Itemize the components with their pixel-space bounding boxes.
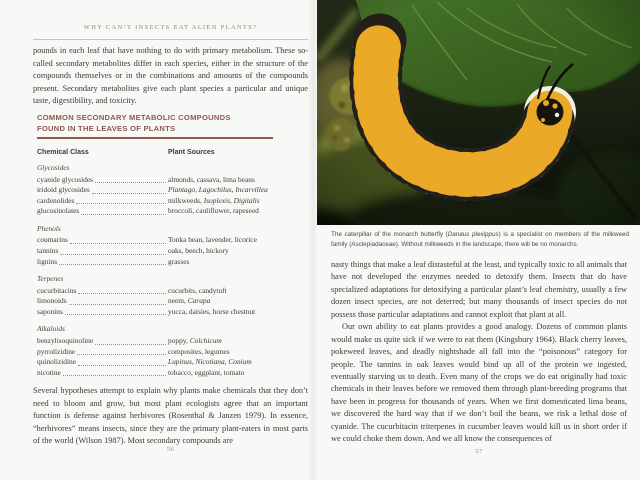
caption-species-name: Danaus plexippus [447,231,499,238]
caterpillar-photo-illustration [317,0,640,225]
dotted-leader [60,253,166,255]
chemical-class-cell: tannins [37,245,59,255]
table-row [37,357,277,368]
table-row [37,286,277,297]
table-title-line1: COMMON SECONDARY METABOLIC COMPOUNDS [37,113,231,122]
plant-sources-cell: cucurbits, candytuft [168,285,227,295]
table-row [37,257,277,268]
table-row [37,196,277,207]
plant-sources-cell: almonds, cassava, lima beans [168,174,255,184]
left-page-number: 56 [166,446,175,453]
compound-table-section [37,112,277,378]
table-row [37,307,277,318]
plant-sources-cell: poppy, Colchicum [168,335,222,345]
table-group-label: Terpenes [37,274,64,284]
column-header-chemical-class: Chemical Class [37,149,89,156]
plant-sources-cell: Plantago, Lagochilus, Incarvillea [168,185,268,195]
dotted-leader [81,213,166,215]
dotted-leader [63,374,166,376]
dotted-leader [69,303,166,305]
dotted-leader [78,364,166,366]
table-group-label: Glycosides [37,163,70,172]
dotted-leader [78,292,166,294]
right-page-body [331,259,627,446]
right-paragraph-2: Our own ability to eat plants provides a good analogy. Dozens of common plants would make us quite sick if we were to eat them (Kingsbury 1964). Black cherry leaves, pokeweed leaves, and deadly nightshade all fall into the “poisonous” category for people. The tannins in oak leaves would bind up all of the protein we ingested, eventually starving us to death. Even many of the crops we do eat originally had toxic chemicals in their leaves before we removed them through plant-breeding programs that have been in progress for thousands of years. When we first domesticated lima beans, we discovered the hard way that if we don’t boil the beans, we risk a lethal dose of cyanide. The cucurbitacin triterpenes in cucumber leaves would kill us in short order if we could choke them down. And we all know the consequences of [331,322,627,444]
table-row [37,336,277,347]
chemical-class-cell: cucurbitacins [37,285,77,295]
chemical-class-cell: quinolizidine [37,357,76,367]
table-row [37,206,277,217]
running-header-rule [33,39,308,40]
table-group-label: Alkaloids [37,324,65,334]
plant-sources-cell: grasses [168,256,190,266]
plant-sources-cell: oaks, beech, hickory [168,245,229,255]
plant-sources-cell: Lupinus, Nicotiana, Conium [168,357,252,367]
plant-sources-cell: tobacco, eggplant, tomato [168,367,245,377]
right-page-number: 57 [475,448,483,455]
table-group-label: Phenols [37,223,61,233]
plant-sources-cell: composites, legumes [168,346,230,356]
plant-sources-cell: broccoli, cauliflower, rapeseed [168,206,259,216]
table-row [37,368,277,379]
table-row [37,296,277,307]
plant-sources-cell: Tonka bean, lavender, licorice [168,235,257,245]
dotted-leader [76,202,166,204]
chemical-class-cell: pyrrolizidine [37,346,76,356]
plant-sources-cell: neem, Carapa [168,296,211,306]
chemical-class-cell: iridoid glycosides [37,185,90,195]
chemical-class-cell: cardenolides [37,195,75,205]
plant-sources-cell: yucca, daisies, horse chestnut [168,306,256,316]
caption-text-pre: The caterpillar of the monarch butterfly ( [331,231,448,238]
table-title-rule [37,137,273,139]
plant-sources-cell: milkweeds, Isoplexis, Digitalis [168,195,260,205]
dotted-leader [65,313,166,315]
photo-vignette [317,0,640,225]
table-title [37,112,277,134]
chemical-class-cell: benzylisoquinoline [37,335,94,345]
dotted-leader [95,343,166,345]
table-column-headers [37,149,277,156]
running-header: WHY CAN’T INSECTS EAT ALIEN PLANTS? [83,24,258,31]
left-paragraph-bottom: Several hypotheses attempt to explain why plants make chemicals that they don’t need to bloom and grow, but most plant ecologists agree that an important function is defense against herbivores (Rosenthal & Janzen 1979). In essence, “herbivores” means insects, since they are the primary plant-eaters in most parts of the world (Wilson 1987). Most secondary compounds are [33,386,308,446]
table-row [37,347,277,358]
compound-table [37,163,277,378]
right-paragraph-1: nasty things that make a leaf distasteful at the least, and typically toxic to all animals that have not developed the enzymes needed to detoxify them. Insects that do have specialized adaptations for detoxifying a particular plant’s leaf chemistry, usually a few dozen insect species, are not deterred; but many thousands of insect species do not possess those particular adaptations and cannot exploit that plant at all. [331,260,627,319]
chemical-class-cell: glucosinolates [37,206,80,216]
chemical-class-cell: saponins [37,306,63,316]
chemical-class-cell: coumarins [37,235,68,245]
left-page [33,0,308,480]
table-title-line2: FOUND IN THE LEAVES OF PLANTS [37,124,176,133]
table-row [37,175,277,186]
dotted-leader [92,192,166,194]
table-row [37,246,277,257]
chemical-class-cell: limonoids [37,296,67,306]
table-row [37,185,277,196]
chemical-class-cell: lignins [37,256,58,266]
photo-caption [331,230,629,250]
dotted-leader [77,353,166,355]
chemical-class-cell: cyanide glycosides [37,174,94,184]
column-header-plant-sources: Plant Sources [168,149,215,156]
chemical-class-cell: nicotine [37,367,61,377]
dotted-leader [70,242,166,244]
dotted-leader [95,181,166,183]
caption-text-post: ) is a specialist on members of the milkweed family (Asclepiadaceae). Without milkweeds in the landscape, there will be no monarchs. [331,231,630,248]
table-row [37,235,277,246]
monarch-caterpillar-photo [317,0,640,225]
left-paragraph-top: pounds in each leaf that have nothing to do with primary metabolism. These so-called secondary metabolites differ in each species, either in the structure of the compounds themselves or in the combinations and amounts of the compounds present. Secondary metabolites give each plant species a particular and unique taste, digestibility, and toxicity. [33,46,308,106]
dotted-leader [59,263,166,265]
